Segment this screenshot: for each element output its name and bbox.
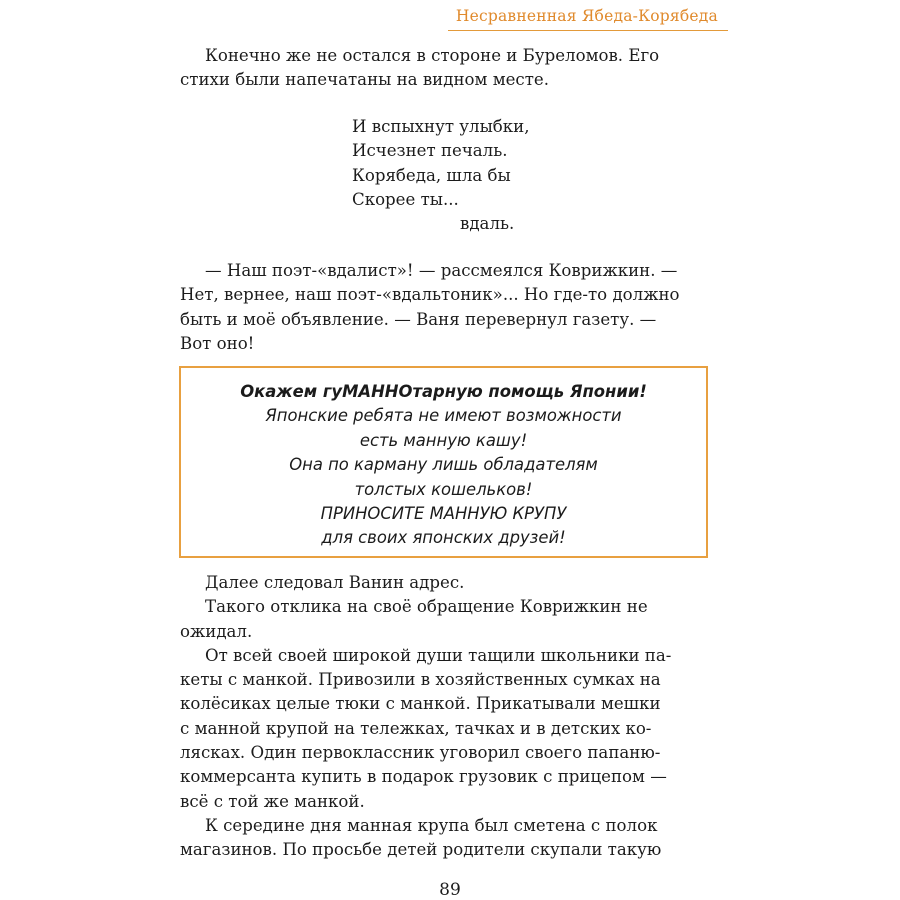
text-line: Конечно же не остался в стороне и Буреломов. Его [205, 46, 660, 65]
advertisement-line: есть манную кашу! [359, 430, 528, 450]
text-line: От всей своей широкой души тащили школьники па- [205, 645, 672, 665]
running-head-title: Несравненная Ябеда-Корябеда [455, 7, 718, 25]
text-line: Нет, вернее, наш поэт-«вдальтоник»... Но где-то должно [180, 285, 680, 305]
text-line: кеты с манкой. Привозили в хозяйственных сумках на [180, 670, 661, 690]
text-line: ожидал. [180, 621, 253, 641]
text-line: Вот оно! [180, 333, 255, 353]
body-text [180, 571, 712, 863]
poem-line: вдаль. [460, 214, 515, 234]
poem [352, 115, 530, 236]
text-line: К середине дня манная крупа был сметена с полок [205, 815, 658, 835]
poem-line: Исчезнет печаль. [352, 141, 508, 161]
text-line: всё с той же манкой. [180, 791, 365, 811]
text-line: Такого отклика на своё обращение Коврижкин не [205, 597, 648, 617]
text-line: Далее следовал Ванин адрес. [205, 573, 465, 592]
advertisement-line: Она по карману лишь обладателям [289, 455, 598, 475]
text-line: колёсиках целые тюки с манкой. Прикатывали мешки [180, 694, 661, 714]
text-line: — Наш поэт-«вдалист»! — рассмеялся Коврижкин. — [205, 261, 678, 280]
advertisement-line: для своих японских друзей! [321, 528, 566, 548]
running-head [0, 4, 900, 32]
text-line: с манной крупой на тележках, тачках и в детских ко- [180, 718, 652, 738]
advertisement-box [179, 366, 708, 558]
text-line: магазинов. По просьбе детей родители скупали такую [180, 840, 662, 860]
advertisement-line: Японские ребята не имеют возможности [265, 406, 622, 426]
dialogue-paragraph [180, 259, 712, 356]
text-line: быть и моё объявление. — Ваня перевернул газету. — [180, 309, 657, 329]
poem-line: Скорее ты... [352, 189, 459, 209]
text-line: стихи были напечатаны на видном месте. [180, 70, 549, 90]
advertisement-line: толстых кошельков! [354, 479, 533, 499]
text-line: лясках. Один первоклассник уговорил своего папаню- [180, 743, 661, 763]
poem-line: И вспыхнут улыбки, [352, 117, 530, 136]
advertisement-headline: Окажем гуМАННОтарную помощь Японии! [240, 382, 647, 401]
page-number: 89 [439, 880, 461, 900]
advertisement-line: ПРИНОСИТЕ МАННУЮ КРУПУ [320, 504, 567, 524]
poem-line: Корябеда, шла бы [352, 165, 511, 185]
intro-paragraph [180, 44, 712, 93]
text-line: коммерсанта купить в подарок грузовик с прицепом — [180, 767, 667, 787]
